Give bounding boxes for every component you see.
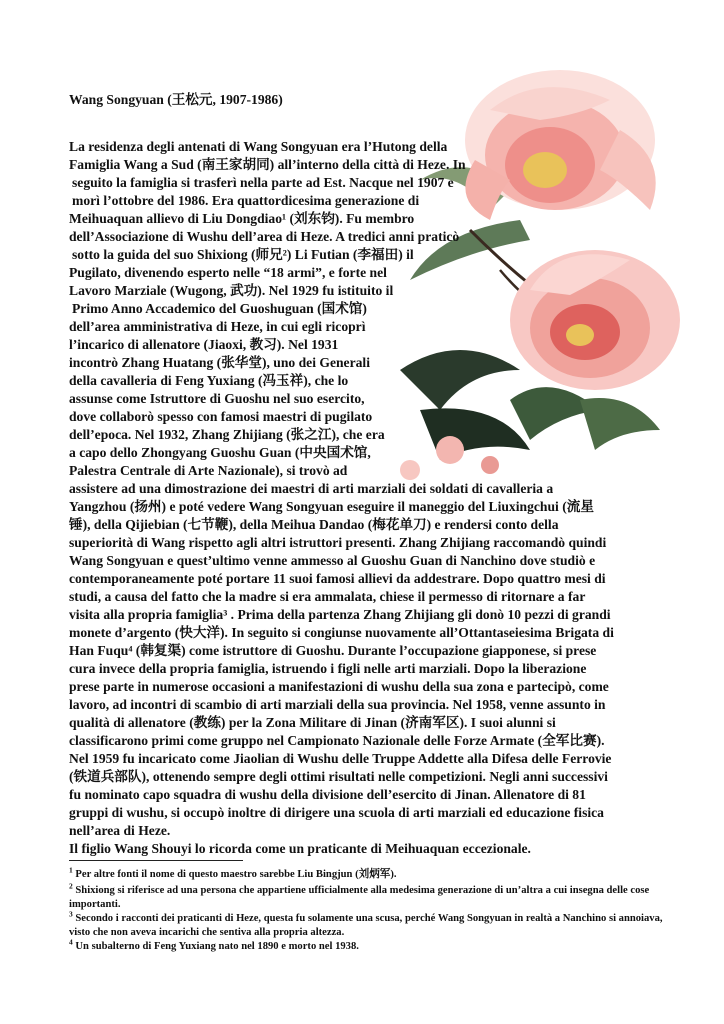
body-line: incontrò Zhang Huatang (张华堂), uno dei Generali bbox=[69, 355, 370, 370]
body-line: Il figlio Wang Shouyi lo ricorda come un praticante di Meihuaquan eccezionale. bbox=[69, 841, 531, 856]
body-line: Nel 1959 fu incaricato come Jiaolian di Wushu delle Truppe Addette alla Difesa delle Ferrovie bbox=[69, 751, 612, 766]
body-line: assunse come Istruttore di Guoshu nel suo esercito, bbox=[69, 391, 365, 406]
body-line: superiorità di Wang rispetto agli altri istruttori presenti. Zhang Zhijiang raccomandò quindi bbox=[69, 535, 607, 550]
footnote-number: 2 bbox=[69, 881, 73, 891]
body-line: morì l’ottobre del 1986. Era quattordicesima generazione di bbox=[72, 193, 420, 208]
body-line: (铁道兵部队), ottenendo sempre degli ottimi risultati nelle competizioni. Negli anni successivi bbox=[69, 769, 608, 784]
body-line: prese parte in numerose occasioni a manifestazioni di wushu della sua zona e partecipò, come bbox=[69, 679, 609, 694]
body-line: Lavoro Marziale (Wugong, 武功). Nel 1929 fu istituito il bbox=[69, 283, 394, 298]
body-line: Han Fuqu⁴ (韩复渠) come istruttore di Guoshu. Durante l’occupazione giapponese, si prese bbox=[69, 643, 597, 658]
footnote-2 bbox=[69, 881, 669, 912]
footnote-3 bbox=[69, 909, 669, 940]
body-line: Palestra Centrale di Arte Nazionale), si trovò ad bbox=[69, 463, 348, 478]
body-line: monete d’argento (快大洋). In seguito si congiunse nuovamente all’Ottantaseiesima Brigata di bbox=[69, 625, 614, 640]
footnote-1 bbox=[69, 865, 669, 882]
body-line: fu nominato capo squadra di wushu della divisione dell’esercito di Jinan. Allenatore di 81 bbox=[69, 787, 586, 802]
footnote-divider bbox=[69, 860, 243, 861]
footnote-number: 1 bbox=[69, 865, 73, 875]
page-title: Wang Songyuan (王松元, 1907-1986) bbox=[69, 92, 283, 107]
body-line: sotto la guida del suo Shixiong (师兄²) Li Futian (李福田) il bbox=[72, 247, 414, 262]
peony-flower-top bbox=[465, 70, 656, 220]
body-line: Yangzhou (扬州) e poté vedere Wang Songyuan eseguire il maneggio del Liuxingchui (流星 bbox=[69, 499, 594, 514]
footnote-number: 3 bbox=[69, 909, 73, 919]
body-line: assistere ad una dimostrazione dei maestri di arti marziali dei soldati di cavalleria a bbox=[69, 481, 554, 496]
footnote-text: Per altre fonti il nome di questo maestro sarebbe Liu Bingjun (刘炳军). bbox=[75, 869, 397, 880]
body-line: 锤), della Qijiebian (七节鞭), della Meihua Dandao (梅花单刀) e rendersi conto della bbox=[69, 517, 559, 532]
body-line: visita alla propria famiglia³ . Prima della partenza Zhang Zhijiang gli donò 10 pezzi di grandi bbox=[69, 607, 611, 622]
peony-illustration bbox=[380, 70, 680, 490]
body-line: seguito la famiglia si trasferì nella parte ad Est. Nacque nel 1907 e bbox=[72, 175, 454, 190]
body-line: qualità di allenatore (教练) per la Zona Militare di Jinan (济南军区). I suoi alunni si bbox=[69, 715, 556, 730]
body-line: cura invece della propria famiglia, istruendo i figli nelle arti marziali. Dopo la liberazione bbox=[69, 661, 587, 676]
body-line: gruppi di wushu, si occupò inoltre di dirigere una scuola di arti marziali ed educazione fisica bbox=[69, 805, 604, 820]
body-line: nell’area di Heze. bbox=[69, 823, 171, 838]
body-line: della cavalleria di Feng Yuxiang (冯玉祥), che lo bbox=[69, 373, 349, 388]
footnote-text: Shixiong si riferisce ad una persona che appartiene ufficialmente alla medesima generazione di un’altra a cui insegna delle cose importanti. bbox=[69, 885, 650, 910]
body-line: a capo dello Zhongyang Guoshu Guan (中央国术馆, bbox=[69, 445, 371, 460]
body-line: classificarono primi come gruppo nel Campionato Nazionale delle Forze Armate (全军比赛). bbox=[69, 733, 605, 748]
body-line: lavoro, ad incontri di scambio di arti marziali della sua provincia. Nel 1958, venne assunto in bbox=[69, 697, 606, 712]
body-line: Meihuaquan allievo di Liu Dongdiao¹ (刘东钧). Fu membro bbox=[69, 211, 415, 226]
body-line: Wang Songyuan e quest’ultimo venne ammesso al Guoshu Guan di Nanchino dove studiò e bbox=[69, 553, 596, 568]
body-line: La residenza degli antenati di Wang Songyuan era l’Hutong della bbox=[69, 139, 448, 154]
body-line: Famiglia Wang a Sud (南王家胡同) all’interno della città di Heze. In bbox=[69, 157, 466, 172]
body-line: Primo Anno Accademico del Guoshuguan (国术馆) bbox=[72, 301, 367, 316]
body-line: dove collaborò spesso con famosi maestri di pugilato bbox=[69, 409, 373, 424]
footnote-4 bbox=[69, 937, 669, 954]
footnote-text: Un subalterno di Feng Yuxiang nato nel 1890 e morto nel 1938. bbox=[75, 941, 359, 952]
body-line: studi, a causa del fatto che la madre si era ammalata, chiese il permesso di ritornare a far bbox=[69, 589, 586, 604]
body-line: dell’area amministrativa di Heze, in cui egli ricoprì bbox=[69, 319, 366, 334]
body-line: contemporaneamente poté portare 11 suoi famosi allievi da addestrare. Dopo quattro mesi di bbox=[69, 571, 606, 586]
footnote-text: Secondo i racconti dei praticanti di Heze, questa fu solamente una scusa, perché Wang Songyuan in realtà a Nanchino si annoiava, visto che non aveva incarichi che sentiva alla propria altezza. bbox=[69, 913, 663, 938]
body-line: l’incarico di allenatore (Jiaoxi, 教习). Nel 1931 bbox=[69, 337, 339, 352]
body-line: dell’Associazione di Wushu dell’area di Heze. A tredici anni praticò bbox=[69, 229, 460, 244]
body-line: dell’epoca. Nel 1932, Zhang Zhijiang (张之江), che era bbox=[69, 427, 385, 442]
footnote-number: 4 bbox=[69, 937, 73, 947]
body-line: Pugilato, divenendo esperto nelle “18 armi”, e forte nel bbox=[69, 265, 387, 280]
peony-flower-middle bbox=[510, 250, 680, 390]
